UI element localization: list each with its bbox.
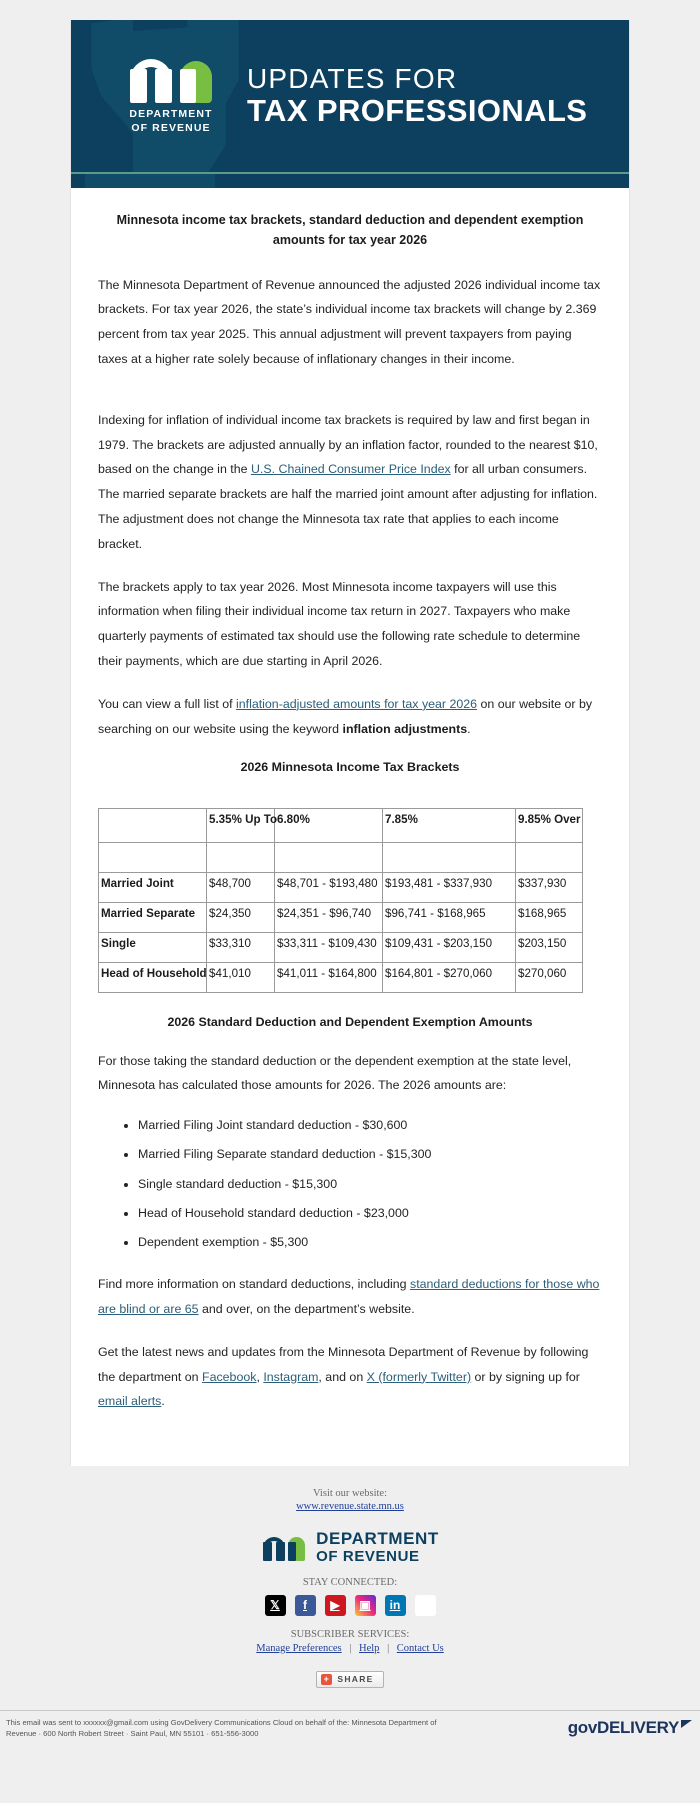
footer-logo-line-1: DEPARTMENT (316, 1529, 439, 1549)
legal-bottom-bar (0, 1710, 700, 1748)
standard-deductions-blind-65-link[interactable]: standard deductions for those who are blind or are 65 (98, 1277, 600, 1317)
spacer-cell-3 (383, 842, 516, 872)
footer-logo-line-2: OF REVENUE (316, 1547, 420, 1565)
row-label: Married Separate (99, 902, 207, 932)
table-row (99, 932, 583, 962)
banner-title-line-2: TAX PROFESSIONALS (247, 93, 588, 129)
disclaimer-text (6, 1717, 437, 1740)
table-row (99, 902, 583, 932)
keyword-inflation-adjustments: inflation adjustments (342, 721, 468, 736)
table-header-cell-680: 6.80% (275, 808, 383, 842)
row-cell-535: $33,310 (207, 932, 275, 962)
row-cell-985: $203,150 (516, 932, 583, 962)
table-header-cell-535: 5.35% Up To (207, 808, 275, 842)
deduction-amounts-list (98, 1116, 602, 1252)
subscriber-services-links (0, 1643, 700, 1654)
website-url-wrap (0, 1501, 700, 1512)
paragraph-full-list-part3: . (467, 721, 471, 736)
row-cell-535: $24,350 (207, 902, 275, 932)
brackets-table-caption: 2026 Minnesota Income Tax Brackets (240, 759, 460, 774)
facebook-link[interactable]: Facebook (202, 1369, 257, 1384)
row-cell-680: $24,351 - $96,740 (275, 902, 383, 932)
website-url-link[interactable]: www.revenue.state.mn.us (296, 1501, 404, 1513)
article-title: Minnesota income tax brackets, standard deduction and dependent exemption amounts for tax year 2026 (116, 213, 584, 248)
table-spacer-row (99, 842, 583, 872)
income-tax-brackets-table (98, 808, 583, 993)
newsletter-banner (71, 20, 629, 172)
mn-logo-mark-icon (124, 57, 218, 103)
x-icon[interactable]: 𝕏 (265, 1595, 286, 1616)
deduction-caption: 2026 Standard Deduction and Dependent Exemption Amounts (167, 1014, 533, 1029)
table-header-row (99, 808, 583, 842)
link-separator-1: | (349, 1642, 352, 1654)
logo-line-2: OF REVENUE (131, 121, 211, 134)
email-icon[interactable]: ✉ (415, 1595, 436, 1616)
row-cell-535: $41,010 (207, 962, 275, 992)
email-alerts-link[interactable]: email alerts (98, 1394, 162, 1409)
row-cell-985: $168,965 (516, 902, 583, 932)
disclaimer-line-2: Revenue · 600 North Robert Street · Saint Paul, MN 55101 · 651-556-3000 (6, 1729, 259, 1739)
paragraph-indexing-part2: for all urban consumers. The married separate brackets are half the married joint amount after adjusting for inflation. The adjustment does not change the Minnesota tax rate that applies to each income bracket. (98, 462, 598, 551)
govdelivery-wordmark: govDELIVERY (567, 1718, 679, 1738)
spacer-cell-0 (99, 842, 207, 872)
table-header-cell-985: 9.85% Over (516, 808, 583, 842)
table-header-cell-785: 7.85% (383, 808, 516, 842)
facebook-icon[interactable]: f (295, 1595, 316, 1616)
paragraph-follow-us (98, 1340, 602, 1414)
list-item: • Married Filing Separate standard deduction - $15,300 (138, 1145, 602, 1164)
spacer-cell-1 (207, 842, 275, 872)
instagram-icon[interactable]: ▣ (355, 1595, 376, 1616)
cpi-link[interactable]: U.S. Chained Consumer Price Index (250, 462, 451, 477)
row-cell-785: $109,431 - $203,150 (383, 932, 516, 962)
paragraph-full-list-part2: on our website or by searching on our website using the keyword (98, 696, 593, 736)
list-item: • Dependent exemption - $5,300 (138, 1233, 602, 1252)
row-label: Married Joint (99, 872, 207, 902)
paragraph-indexing-part1: Indexing for inflation of individual income tax brackets is required by law and first began in 1979. The brackets are adjusted annually by an inflation factor, rounded to the nearest $10, based on the change in the (98, 412, 598, 477)
help-link[interactable]: Help (359, 1642, 380, 1654)
social-links-row (0, 1595, 700, 1616)
row-cell-785: $96,741 - $168,965 (383, 902, 516, 932)
table-row (99, 872, 583, 902)
paragraph-follow-us-part3: . (161, 1394, 165, 1409)
mn-revenue-logo (119, 57, 223, 135)
footer-mn-logo-mark-icon (261, 1535, 307, 1561)
linkedin-icon[interactable]: in (385, 1595, 406, 1616)
govdelivery-logo (568, 1718, 692, 1738)
paragraph-follow-us-part2: or by signing up for (471, 1369, 580, 1384)
disclaimer-line-1: This email was sent to xxxxxx@gmail.com using GovDelivery Communications Cloud on behalf of the: Minnesota Department of (6, 1717, 437, 1727)
logo-line-1: DEPARTMENT (129, 108, 213, 121)
list-item: • Married Filing Joint standard deduction - $30,600 (138, 1116, 602, 1135)
follow-sep-1: , (256, 1369, 264, 1384)
paragraph-brackets-apply: The brackets apply to tax year 2026. Most Minnesota income taxpayers will use this information when filing their individual income tax return in 2027. Taxpayers who make quarterly payments of estimated tax should use the following rate schedule to determine their payments, which are due starting in April 2026. (98, 579, 581, 669)
instagram-link[interactable]: Instagram (263, 1369, 319, 1384)
inflation-adjusted-amounts-link[interactable]: inflation-adjusted amounts for tax year 2026 (235, 696, 478, 711)
paragraph-full-list-part1: You can view a full list of (98, 696, 236, 711)
x-twitter-link[interactable]: X (formerly Twitter) (366, 1369, 472, 1384)
banner-title (247, 64, 587, 128)
list-item: • Head of Household standard deduction - $23,000 (138, 1204, 602, 1223)
row-cell-785: $193,481 - $337,930 (383, 872, 516, 902)
list-item: • Single standard deduction - $15,300 (138, 1175, 602, 1194)
contact-us-link[interactable]: Contact Us (396, 1642, 444, 1654)
row-cell-535: $48,700 (207, 872, 275, 902)
spacer-cell-4 (516, 842, 583, 872)
share-button[interactable] (316, 1671, 383, 1688)
paragraph-full-list (98, 692, 602, 742)
paragraph-find-more-part1: Find more information on standard deductions, including (98, 1277, 411, 1292)
email-content (71, 188, 629, 1466)
row-cell-680: $33,311 - $109,430 (275, 932, 383, 962)
subscriber-services-label: SUBSCRIBER SERVICES: (290, 1628, 410, 1640)
table-row (99, 962, 583, 992)
row-cell-985: $270,060 (516, 962, 583, 992)
share-button-label: SHARE (337, 1674, 374, 1685)
row-cell-985: $337,930 (516, 872, 583, 902)
row-label: Single (99, 932, 207, 962)
email-body-card (70, 20, 630, 1466)
paragraph-indexing (98, 408, 602, 557)
paragraph-follow-us-part1: Get the latest news and updates from the Minnesota Department of Revenue by following the department on (98, 1344, 589, 1384)
paragraph-find-more (98, 1272, 602, 1322)
share-plus-icon: + (321, 1674, 332, 1685)
email-page (0, 20, 700, 1748)
banner-title-line-1: UPDATES FOR (247, 63, 458, 95)
paragraph-intro: The Minnesota Department of Revenue announced the adjusted 2026 individual income tax brackets. For tax year 2026, the state’s individual income tax brackets will change by 2.369 percent from tax year 2025. This annual adjustment will prevent taxpayers from paying taxes at a higher rate solely because of inflationary changes in their income. (98, 277, 601, 366)
row-cell-680: $48,701 - $193,480 (275, 872, 383, 902)
govdelivery-flag-icon (681, 1720, 692, 1728)
row-cell-785: $164,801 - $270,060 (383, 962, 516, 992)
row-cell-680: $41,011 - $164,800 (275, 962, 383, 992)
paragraph-deduction-intro: For those taking the standard deduction or the dependent exemption at the state level, Minnesota has calculated those amounts for 2026. The 2026 amounts are: (98, 1053, 572, 1093)
manage-preferences-link[interactable]: Manage Preferences (256, 1642, 342, 1654)
spacer-cell-2 (275, 842, 383, 872)
follow-sep-2: , and on (318, 1369, 367, 1384)
email-footer (0, 1466, 700, 1696)
banner-footer-strip (71, 174, 629, 188)
row-label: Head of Household (99, 962, 207, 992)
footer-mn-revenue-logo (0, 1530, 700, 1565)
stay-connected-label: STAY CONNECTED: (302, 1576, 398, 1588)
link-separator-2: | (387, 1642, 390, 1654)
youtube-icon[interactable]: ▶ (325, 1595, 346, 1616)
table-header-cell-blank (99, 808, 207, 842)
visit-website-label: Visit our website: (312, 1488, 388, 1500)
share-button-wrap (0, 1669, 700, 1688)
paragraph-find-more-part2: and over, on the department’s website. (198, 1302, 415, 1317)
